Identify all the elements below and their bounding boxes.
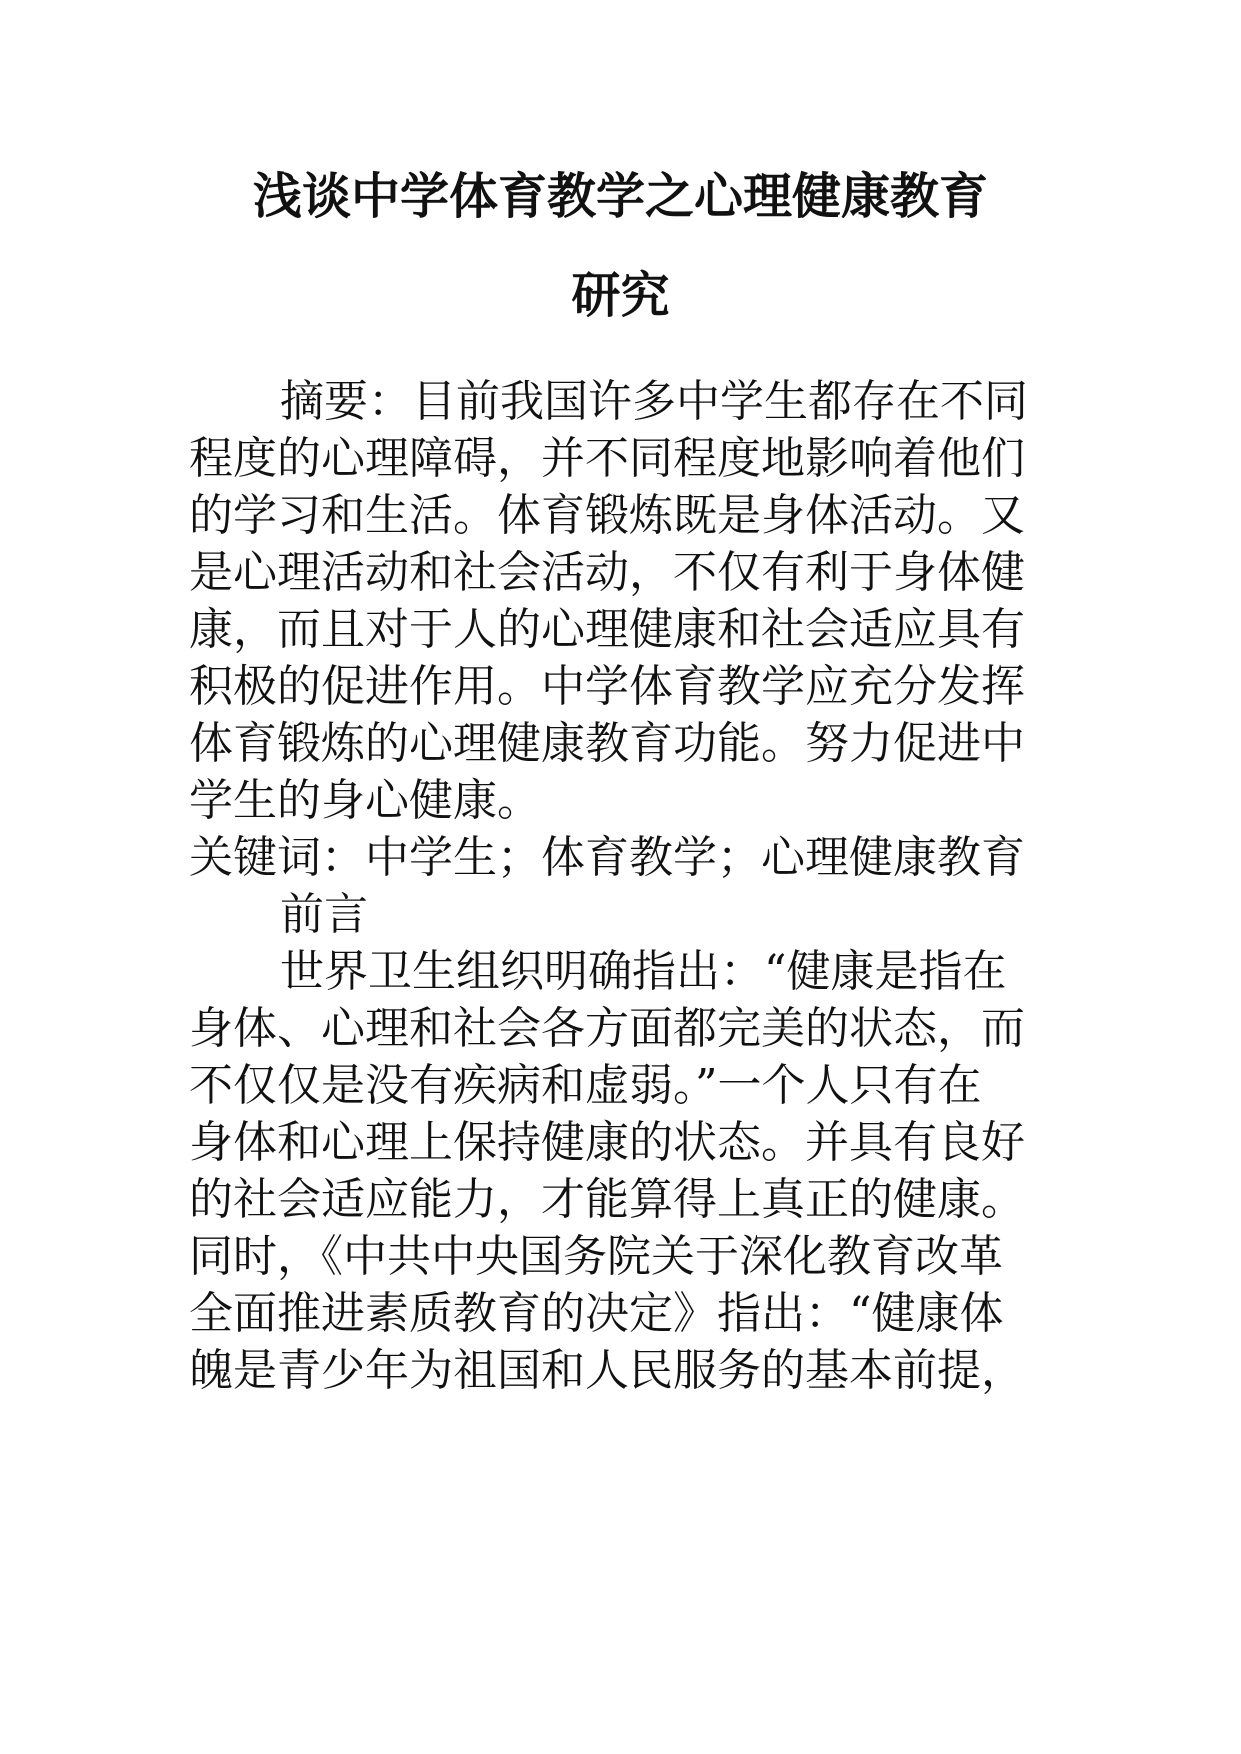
body-line-7: 全面推进素质教育的决定》指出：“健康体	[189, 1288, 1004, 1339]
body-line-5: 的社会适应能力，才能算得上真正的健康。	[189, 1174, 1025, 1225]
abstract-line-7: 体育锻炼的心理健康教育功能。努力促进中	[189, 718, 1025, 769]
abstract-line-5: 康，而且对于人的心理健康和社会适应具有	[189, 604, 1025, 655]
body-line-4: 身体和心理上保持健康的状态。并具有良好	[189, 1117, 1025, 1168]
body-line-2: 身体、心理和社会各方面都完美的状态，而	[189, 1003, 1025, 1054]
body-line-3: 不仅仅是没有疾病和虚弱。”一个人只有在	[189, 1060, 982, 1111]
abstract-line-6: 积极的促进作用。中学体育教学应充分发挥	[189, 661, 1025, 712]
section-heading-preface: 前言	[280, 889, 368, 940]
abstract-line-1: 摘要：目前我国许多中学生都存在不同	[280, 376, 1028, 427]
document-title-line-1: 浅谈中学体育教学之心理健康教育	[252, 168, 988, 225]
keywords-line: 关键词：中学生；体育教学；心理健康教育	[189, 832, 1025, 883]
document-title-line-2: 研究	[571, 267, 670, 324]
abstract-line-4: 是心理活动和社会活动，不仅有利于身体健	[189, 547, 1025, 598]
abstract-line-3: 的学习和生活。体育锻炼既是身体活动。又	[189, 490, 1025, 541]
body-line-6: 同时，《中共中央国务院关于深化教育改革	[189, 1231, 1003, 1282]
abstract-line-8: 学生的身心健康。	[189, 775, 541, 826]
body-line-1: 世界卫生组织明确指出：“健康是指在	[280, 946, 1007, 997]
body-line-8: 魄是青少年为祖国和人民服务的基本前提，	[189, 1345, 1025, 1396]
abstract-line-2: 程度的心理障碍，并不同程度地影响着他们	[189, 433, 1025, 484]
